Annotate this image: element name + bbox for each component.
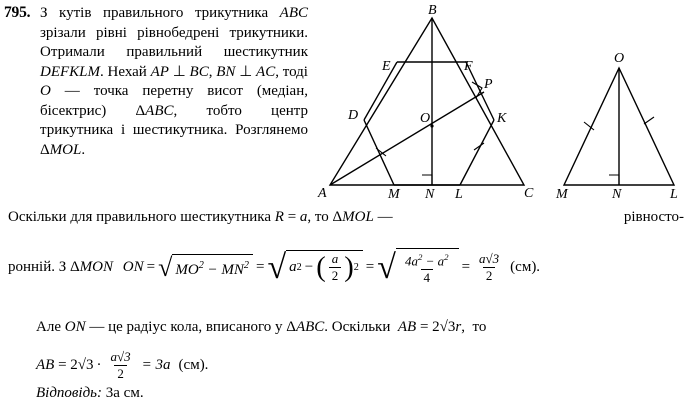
- frac-den-2: 2: [329, 267, 342, 283]
- label-o: O: [420, 111, 431, 126]
- sqrt-a2-a-over-2: √ a 2 − ( $\frac{a}{2}$ ) 2: [267, 250, 362, 285]
- label-m: M: [388, 187, 400, 200]
- right-angle-n: [422, 175, 432, 185]
- solution-line-3: Але ON — це радіус кола, вписаного у ΔABC. Оскільки AB = 2√3r, то: [36, 319, 487, 335]
- frac-a-sqrt3-over-2-b: [108, 350, 134, 381]
- label-l2: L: [670, 187, 678, 200]
- term-a: a: [289, 259, 297, 276]
- line4-frac-den: 2: [114, 365, 127, 381]
- result-den: 2: [483, 267, 496, 283]
- line2-on: ON: [122, 259, 144, 276]
- solution-answer: [36, 384, 686, 403]
- line4-equals: = 3a: [141, 357, 171, 373]
- frac2-den: 4: [421, 269, 434, 285]
- answer-value: 3a см.: [105, 385, 144, 401]
- frac-a-over-2: [329, 252, 342, 283]
- tick-ol2: [644, 117, 654, 124]
- paren-pow: 2: [353, 262, 359, 274]
- seg-de: [364, 62, 397, 120]
- altitude-ap: [330, 92, 484, 185]
- solution-line-1-right: рівносто-: [623, 209, 684, 225]
- line2-units: (см).: [510, 259, 541, 276]
- label-a: A: [318, 186, 327, 200]
- solution-line-2: [8, 248, 684, 287]
- point-o-dot: [430, 124, 433, 127]
- label-o2: O: [614, 51, 625, 66]
- right-angle-n2: [609, 175, 619, 185]
- line4-prefix: AB = 2√3: [36, 357, 94, 373]
- label-c: C: [524, 186, 534, 200]
- frac2-num: $4a^2 - a^2$: [404, 252, 449, 269]
- sqrt-frac-4a2: √ $\frac{4a^2 - a^2}{4}$: [377, 248, 458, 287]
- result-num: a√3: [479, 251, 500, 267]
- sqrt-mo2-mn2: √ $MO^2 - MN^2$: [158, 254, 253, 282]
- seg-kl: [460, 120, 494, 185]
- label-n2: N: [612, 187, 622, 200]
- problem-number: 795.: [4, 4, 31, 21]
- label-n: N: [425, 187, 435, 200]
- triangle-abc: [330, 18, 524, 185]
- line2-eq-1: =: [146, 259, 156, 276]
- solution-line-1-left: Оскільки для правильного шестикутника R = a, то ΔMOL —: [8, 209, 393, 225]
- problem-statement: З кутів правильного трикутника ABC зрізали рівні рівнобедрені трикутники. Отримали правильний шестикутник DEFKLM. Нехай AP ⊥ BC, BN ⊥ AC, тоді O — точка перетну висот (медіан, бісектрис) ΔABC, тобто центр трикутника і шестикутника. Розглянемо ΔMOL.: [40, 5, 308, 158]
- label-b: B: [428, 3, 437, 18]
- label-d: D: [348, 108, 359, 123]
- right-angle-p: [472, 82, 482, 98]
- frac-num-a: a: [331, 251, 339, 267]
- frac-a-sqrt3-over-2: [476, 252, 502, 283]
- label-e: E: [382, 59, 391, 74]
- solution-line-4: [36, 350, 686, 381]
- derivation-ab: [36, 350, 208, 381]
- figures-area: [312, 0, 690, 200]
- line2-prefix: ронній. З Δ: [8, 259, 80, 276]
- radicand-1: $MO^2 - MN^2$: [175, 259, 249, 278]
- minus-1: −: [304, 259, 314, 276]
- line4-frac-num: a√3: [110, 349, 131, 364]
- line4-units: (см).: [178, 357, 209, 373]
- answer-label: Відповідь:: [36, 385, 103, 401]
- derivation-on: ронній. З Δ MON ON = √ $MO^2 - MN^2$ = √ a 2 − ( $\frac{a}{2}$ ) 2 = √ $\frac{4a^2 - a^2}{4}$ = $\frac{a√3}{2}$ (см).: [8, 249, 541, 287]
- label-l: L: [455, 187, 463, 200]
- line4-dot: ·: [96, 357, 102, 373]
- figures-svg: [312, 0, 690, 200]
- seg-md: [364, 120, 394, 185]
- label-k: K: [497, 111, 507, 126]
- line2-triangle: MON: [79, 259, 114, 276]
- label-f: F: [464, 59, 473, 74]
- label-p: P: [484, 77, 493, 92]
- term-a-pow: 2: [296, 262, 302, 274]
- label-m2: M: [556, 187, 568, 200]
- solution-line-1: [8, 208, 684, 227]
- frac-4a2-over-4: [402, 250, 452, 285]
